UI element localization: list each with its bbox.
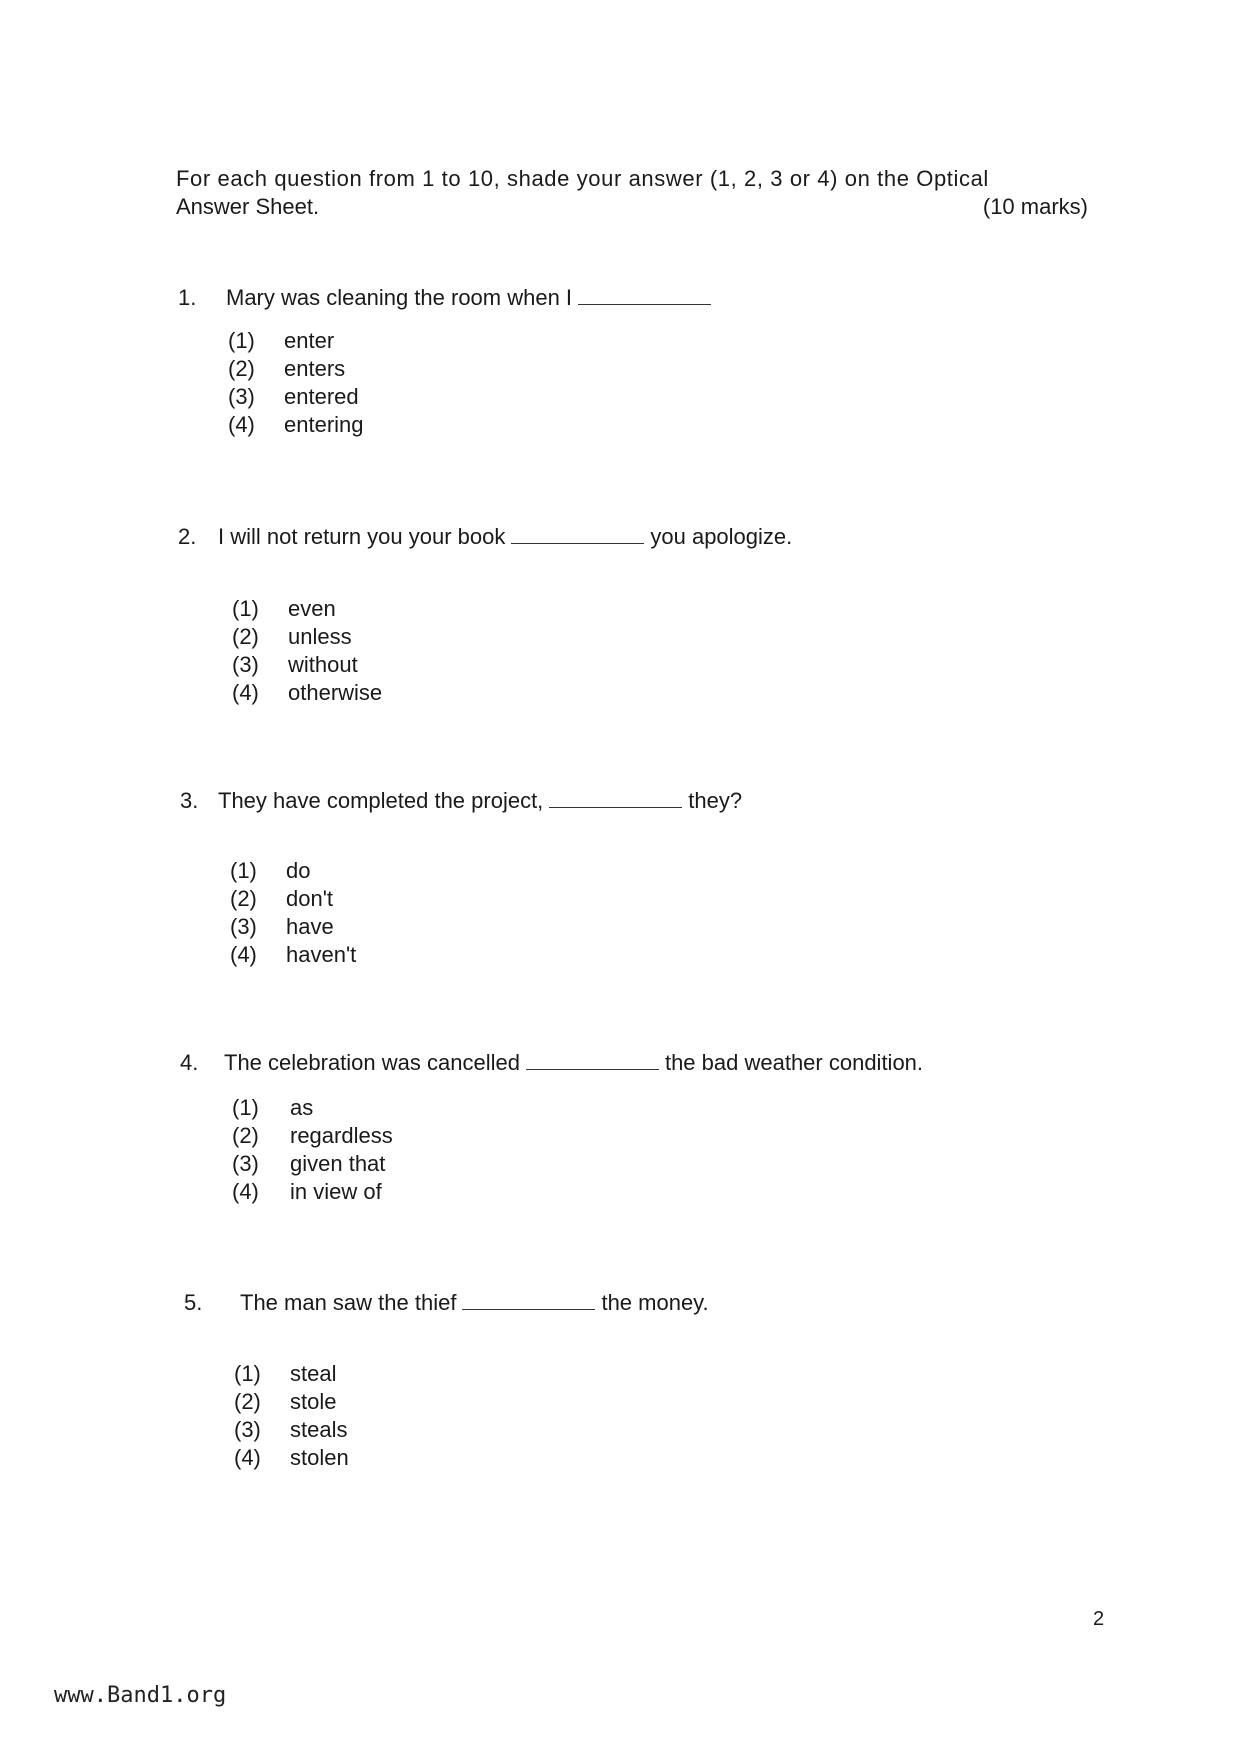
option-text: even — [288, 596, 336, 621]
option — [232, 1122, 393, 1150]
question-number: 2. — [178, 524, 197, 549]
option-text: have — [286, 914, 334, 939]
question-5-options — [234, 1360, 349, 1472]
option-text: do — [286, 858, 311, 883]
question-4 — [180, 1049, 923, 1077]
page-number: 2 — [1093, 1608, 1105, 1630]
answer-blank — [549, 787, 682, 808]
question-text-after: you apologize. — [650, 524, 793, 549]
option — [232, 595, 382, 623]
option-label: (1) — [228, 328, 255, 353]
option-text: haven't — [286, 942, 357, 967]
question-5 — [184, 1289, 709, 1317]
option-label: (4) — [228, 412, 255, 437]
option-text: unless — [288, 624, 352, 649]
question-number: 3. — [180, 788, 199, 813]
footer-website: www.Band1.org — [54, 1683, 227, 1708]
question-4-options — [232, 1094, 393, 1206]
option — [234, 1416, 349, 1444]
question-text-after: the money. — [601, 1290, 709, 1315]
question-number: 1. — [178, 285, 197, 310]
option-text: entering — [284, 412, 364, 437]
option — [232, 1094, 393, 1122]
instructions-text-line2: Answer Sheet. — [176, 194, 320, 219]
option — [230, 857, 356, 885]
option — [228, 411, 364, 439]
option — [230, 941, 356, 969]
option — [228, 327, 364, 355]
option-label: (1) — [234, 1361, 261, 1386]
question-2-options — [232, 595, 382, 707]
question-1 — [178, 284, 717, 312]
option-text: stolen — [290, 1445, 349, 1470]
option-label: (1) — [232, 596, 259, 621]
question-text-before: Mary was cleaning the room when I — [226, 285, 573, 310]
option-text: in view of — [290, 1179, 382, 1204]
option — [232, 623, 382, 651]
option-text: steals — [290, 1417, 348, 1442]
option-label: (3) — [234, 1417, 261, 1442]
question-text-before: The man saw the thief — [240, 1290, 457, 1315]
option-label: (1) — [230, 858, 257, 883]
question-text-before: The celebration was cancelled — [224, 1050, 520, 1075]
option — [232, 651, 382, 679]
answer-blank — [511, 523, 644, 544]
marks-label: (10 marks) — [982, 194, 1088, 219]
question-2 — [178, 523, 792, 551]
option-label: (3) — [228, 384, 255, 409]
option-text: without — [288, 652, 358, 677]
question-3-options — [230, 857, 356, 969]
option-label: (2) — [232, 624, 259, 649]
option — [230, 885, 356, 913]
question-text-after: they? — [688, 788, 743, 813]
option-text: don't — [286, 886, 334, 911]
option — [234, 1444, 349, 1472]
option-label: (2) — [234, 1389, 261, 1414]
question-3 — [180, 787, 742, 815]
option-text: enter — [284, 328, 335, 353]
option-text: given that — [290, 1151, 386, 1176]
question-number: 5. — [184, 1290, 203, 1315]
option-text: enters — [284, 356, 346, 381]
option — [234, 1388, 349, 1416]
option-label: (4) — [234, 1445, 261, 1470]
option — [228, 355, 364, 383]
option-label: (2) — [230, 886, 257, 911]
option-label: (4) — [232, 680, 259, 705]
option-text: steal — [290, 1361, 337, 1386]
option — [232, 1150, 393, 1178]
option — [228, 383, 364, 411]
instructions — [176, 165, 1096, 221]
question-number: 4. — [180, 1050, 199, 1075]
option-label: (4) — [230, 942, 257, 967]
option-label: (2) — [228, 356, 255, 381]
option-text: regardless — [290, 1123, 393, 1148]
option-text: entered — [284, 384, 359, 409]
option — [232, 1178, 393, 1206]
option-label: (3) — [232, 652, 259, 677]
question-text-before: I will not return you your book — [218, 524, 506, 549]
option-text: as — [290, 1095, 314, 1120]
question-1-options — [228, 327, 364, 439]
option — [230, 913, 356, 941]
option-label: (2) — [232, 1123, 259, 1148]
option — [234, 1360, 349, 1388]
option-label: (4) — [232, 1179, 259, 1204]
answer-blank — [578, 284, 711, 305]
option — [232, 679, 382, 707]
option-text: otherwise — [288, 680, 383, 705]
option-label: (3) — [230, 914, 257, 939]
answer-blank — [526, 1049, 659, 1070]
question-text-after: the bad weather condition. — [664, 1050, 924, 1075]
option-text: stole — [290, 1389, 337, 1414]
instructions-text-line1: For each question from 1 to 10, shade your answer (1, 2, 3 or 4) on the Optical — [176, 166, 989, 191]
option-label: (3) — [232, 1151, 259, 1176]
option-label: (1) — [232, 1095, 259, 1120]
question-text-before: They have completed the project, — [218, 788, 544, 813]
answer-blank — [462, 1289, 595, 1310]
